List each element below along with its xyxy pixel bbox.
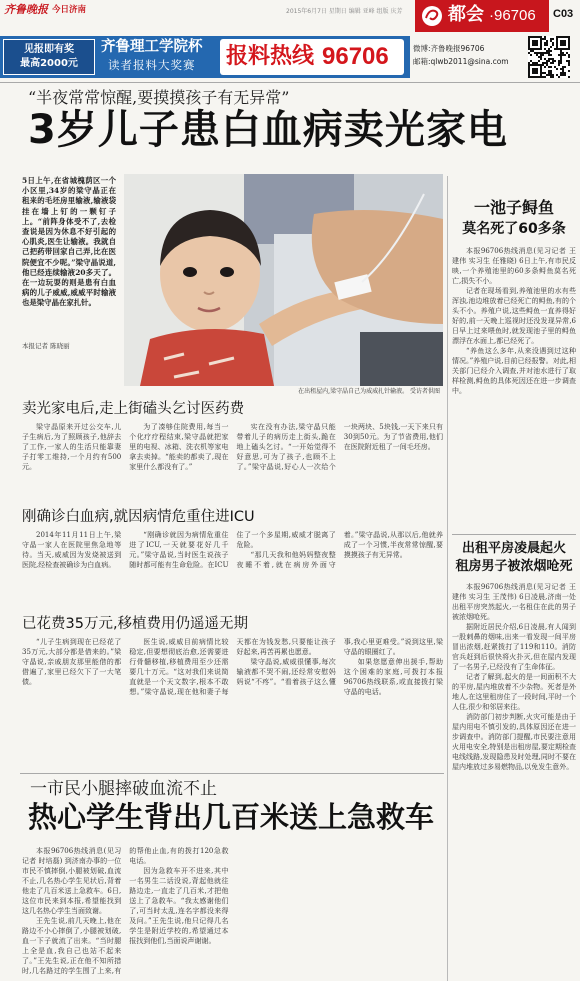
paragraph: 记者在现场看到,养殖池里的水有些浑浊,池边堆放着已经死亡的鲟鱼,有的个头不小。养殖户说,这些鲟鱼一直养得好好的,前一天晚上巡视时还没发现异常,6日早上过来喂鱼时,就发现池子里的鲟鱼漂浮在水面上,都已经死了。	[452, 287, 576, 345]
qr-module	[568, 44, 570, 46]
qr-module	[550, 70, 552, 72]
qr-module	[552, 42, 554, 44]
qr-module	[568, 54, 570, 56]
qr-module	[528, 36, 530, 38]
photo-dark-fabric	[360, 332, 443, 386]
qr-module	[546, 44, 548, 46]
qr-module	[562, 44, 564, 46]
qr-module	[542, 54, 544, 56]
email-contact: 邮箱:qlwb2011@sina.com	[413, 57, 509, 66]
qr-module	[544, 58, 546, 60]
qr-module	[534, 42, 536, 44]
qr-module	[534, 52, 536, 54]
qr-module	[528, 76, 530, 78]
qr-module	[562, 36, 564, 38]
qr-module	[538, 76, 540, 78]
photo-caption: 在出租屋内,梁守晶自己为威威扎针输液。 受访者供图	[298, 388, 440, 395]
qr-module	[562, 48, 564, 50]
qr-module	[548, 54, 550, 56]
qr-module	[534, 62, 536, 64]
newspaper-logo: 齐鲁晚报	[4, 3, 48, 16]
qr-module	[540, 54, 542, 56]
qr-module	[568, 38, 570, 40]
qr-module	[552, 62, 554, 64]
lead-photo	[124, 174, 443, 386]
qr-module	[530, 54, 532, 56]
fire-body	[452, 582, 576, 978]
contest-title: 读者报料大奖赛	[108, 58, 196, 72]
qr-module	[544, 42, 546, 44]
qr-module	[538, 36, 540, 38]
qr-module	[554, 66, 556, 68]
paragraph: 梁守晶原来开过公交车,儿子生病后,为了照顾孩子,他辞去了工作,一家人的生活只能靠妻子打零工维持,一个月约有500元。	[22, 423, 122, 471]
qr-module	[556, 46, 558, 48]
qr-module	[550, 38, 552, 40]
paragraph: 医生说,威威目前病情比较稳定,但要想彻底治愈,还需要进行骨髓移植,移植费用至少还需要几十万元。“这对我们来说简直就是一个天文数字,根本不敢想。”梁守晶说,现在他和妻子每天都在为钱发愁,只要能让孩子好起来,再苦再累也愿意。	[129, 638, 336, 696]
qr-module	[532, 42, 534, 44]
rescue-kicker: 一市民小腿摔破血流不止	[30, 779, 217, 799]
qr-module	[556, 44, 558, 46]
column-rule	[447, 176, 448, 981]
qr-module	[548, 70, 550, 72]
qr-module	[568, 64, 570, 66]
qr-module	[546, 52, 548, 54]
qr-module	[568, 42, 570, 44]
qr-module	[532, 40, 534, 42]
qr-module	[548, 72, 550, 74]
qr-module	[528, 52, 530, 54]
qr-module	[564, 40, 566, 42]
paragraph: 记者了解到,起火的是一间面积不大的平房,屋内堆放着不少杂物。死者是外地人,在这里租房住了一段时间,平时一个人住,很少和邻居来往。	[452, 673, 576, 711]
qr-module	[564, 36, 566, 38]
qr-module	[550, 40, 552, 42]
qr-module	[560, 54, 562, 56]
qr-module	[560, 72, 562, 74]
banner-divider	[0, 82, 580, 83]
qr-module	[546, 74, 548, 76]
channel-banner	[415, 0, 549, 32]
qr-module	[560, 42, 562, 44]
emblem-icon	[421, 5, 443, 27]
qr-module	[558, 48, 560, 50]
qr-module	[550, 76, 552, 78]
hotline-number: 96706	[322, 43, 389, 70]
qr-module	[546, 40, 548, 42]
qr-module	[544, 48, 546, 50]
section-heading-a: 卖光家电后,走上街磕头乞讨医药费	[22, 401, 245, 417]
qr-module	[536, 54, 538, 56]
qr-module	[534, 48, 536, 50]
qr-module	[532, 48, 534, 50]
qr-module	[560, 44, 562, 46]
qr-module	[530, 36, 532, 38]
qr-module	[544, 66, 546, 68]
qr-module	[536, 68, 538, 70]
qr-module	[530, 60, 532, 62]
rescue-headline: 热心学生背出几百米送上急救车	[28, 800, 435, 834]
qr-module	[556, 74, 558, 76]
qr-module	[542, 72, 544, 74]
qr-module	[558, 36, 560, 38]
qr-module	[554, 60, 556, 62]
cup-title: 齐鲁理工学院杯	[101, 39, 203, 55]
qr-module	[536, 76, 538, 78]
qr-module	[552, 58, 554, 60]
qr-module	[560, 50, 562, 52]
qr-module	[540, 48, 542, 50]
qr-module	[566, 52, 568, 54]
sturgeon-headline-line2: 莫名死了60多条	[462, 221, 566, 237]
qr-module	[560, 74, 562, 76]
paragraph: 本报96706热线消息(见习记者 王建伟 实习生 任雅晓) 6日上午,有市民反映,一个养殖池里的60多条鲟鱼莫名死亡,损失不小。	[452, 247, 576, 285]
qr-module	[562, 40, 564, 42]
qr-module	[528, 66, 530, 68]
qr-module	[540, 38, 542, 40]
qr-module	[556, 36, 558, 38]
qr-module	[540, 68, 542, 70]
qr-module	[548, 58, 550, 60]
qr-module	[530, 64, 532, 66]
qr-module	[532, 76, 534, 78]
qr-module	[568, 46, 570, 48]
paragraph: 消防部门初步判断,火灾可能是由于屋内用电不慎引发的,具体原因还在进一步调查中。消防部门提醒,市民要注意用火用电安全,特别是出租房屋,要定期检查电线线路,发现隐患及时处理,同时不要在屋内堆放过多易燃物品,以免发生意外。	[452, 713, 576, 771]
qr-module	[542, 38, 544, 40]
weibo-contact: 微博:齐鲁晚报96706	[413, 44, 485, 53]
fire-headline-line1: 出租平房凌晨起火	[461, 541, 566, 556]
sturgeon-body	[452, 246, 576, 528]
qr-module	[540, 40, 542, 42]
qr-module	[536, 52, 538, 54]
qr-module	[534, 72, 536, 74]
qr-module	[568, 40, 570, 42]
section-heading-b: 刚确诊白血病,就因病情危重住进ICU	[22, 509, 255, 525]
paragraph: 据附近居民介绍,6日凌晨,有人闻到一股刺鼻的烟味,出来一看发现一间平房冒出浓烟,赶紧拨打了119和110。消防官兵赶到后很快将火扑灭,但在屋内发现了一名男子,已经没有了生命体征。	[452, 623, 576, 671]
paragraph: 为了凑够住院费用,每当一个化疗疗程结束,梁守晶就把家里的电视、冰箱、洗衣机等家电拿去卖掉。“能卖的都卖了,现在家里什么都没有了。”	[129, 423, 229, 471]
qr-module	[540, 42, 542, 44]
qr-module	[532, 62, 534, 64]
qr-module	[546, 64, 548, 66]
qr-module	[550, 66, 552, 68]
qr-module	[528, 68, 530, 70]
qr-module	[552, 60, 554, 62]
qr-module	[552, 74, 554, 76]
paragraph: 2014年11月11日上午,梁守晶一家人在医院里焦急地等待。当天,威威因为发烧被送到医院,经检查被确诊为白血病。	[22, 531, 122, 569]
qr-module	[546, 42, 548, 44]
paragraph: 本报96706热线消息(见习记者 时培磊) 到济南办事的一位市民不慎摔倒,小腿被划破,血流不止,几名热心学生见状后,背着他走了几百米送上急救车。6日,这位市民来到本报,希望能找到这几名热心学生当面致谢。	[22, 847, 122, 915]
qr-module	[564, 42, 566, 44]
lead-kicker: “半夜常常惊醒,要摸摸孩子有无异常”	[28, 88, 290, 107]
qr-module	[546, 62, 548, 64]
qr-module	[536, 40, 538, 42]
paragraph: 梁守晶说,威威很懂事,每次输液都不哭不闹,还经常安慰妈妈说“不疼”。“看着孩子这么懂事,我心里更难受。”说到这里,梁守晶的眼圈红了。	[236, 638, 443, 686]
child-shirt	[140, 329, 274, 386]
qr-module	[560, 68, 562, 70]
paragraph: 实在没有办法,梁守晶只能带着儿子的病历走上街头,跪在地上磕头乞讨。“一开始觉得不好意思,可为了孩子,也顾不上了。”梁守晶说,好心人一次给个一块两块、5块钱,一天下来只有30到50元。为了节省费用,他们在医院附近租了一间毛坯房。	[236, 423, 443, 471]
qr-module	[562, 66, 564, 68]
paragraph: 本报96706热线消息(见习记者 王建伟 实习生 王茂伟) 6日凌晨,济南一处出租平房突然起火,一名租住在此的男子被浓烟呛死。	[452, 583, 576, 621]
paragraph: “养鱼这么多年,从来没遇到过这种情况。”养殖户说,目前已经报警。对此,相关部门已经介入调查,并对池水进行了取样检测,鲟鱼的具体死因还在进一步调查中。	[452, 347, 576, 395]
qr-module	[536, 70, 538, 72]
qr-module	[562, 42, 564, 44]
qr-module	[560, 56, 562, 58]
qr-module	[558, 64, 560, 66]
qr-module	[536, 36, 538, 38]
qr-module	[550, 62, 552, 64]
qr-module	[564, 74, 566, 76]
qr-module	[544, 44, 546, 46]
qr-module	[528, 72, 530, 74]
prize-line-2: 最高2000元	[20, 58, 78, 69]
qr-module	[548, 48, 550, 50]
qr-module	[566, 36, 568, 38]
qr-module	[534, 40, 536, 42]
qr-module	[528, 70, 530, 72]
emblem-circle	[422, 6, 442, 26]
qr-module	[546, 60, 548, 62]
qr-module	[550, 50, 552, 52]
qr-module	[536, 72, 538, 74]
qr-module	[562, 54, 564, 56]
qr-module	[528, 48, 530, 50]
qr-module	[558, 62, 560, 64]
section-name: 今日济南	[52, 5, 87, 15]
qr-module	[532, 70, 534, 72]
qr-module	[530, 50, 532, 52]
qr-module	[556, 38, 558, 40]
qr-module	[560, 60, 562, 62]
qr-module	[568, 60, 570, 62]
qr-module	[548, 50, 550, 52]
qr-module	[538, 64, 540, 66]
qr-module	[538, 52, 540, 54]
qr-module	[562, 72, 564, 74]
qr-module	[568, 70, 570, 72]
qr-module	[542, 62, 544, 64]
qr-module	[564, 72, 566, 74]
qr-module	[532, 64, 534, 66]
qr-module	[554, 48, 556, 50]
qr-module	[536, 62, 538, 64]
qr-module	[540, 52, 542, 54]
qr-module	[550, 46, 552, 48]
qr-module	[562, 52, 564, 54]
qr-module	[540, 74, 542, 76]
qr-module	[568, 48, 570, 50]
section-body-a	[22, 422, 443, 502]
qr-module	[540, 56, 542, 58]
qr-module	[544, 72, 546, 74]
qr-module	[562, 74, 564, 76]
section-body-b	[22, 530, 443, 610]
qr-module	[560, 48, 562, 50]
qr-module	[560, 40, 562, 42]
qr-module	[528, 38, 530, 40]
qr-module	[544, 38, 546, 40]
qr-module	[562, 70, 564, 72]
qr-module	[540, 70, 542, 72]
lead-intro: 5日上午,在省城槐荫区一个小区里,34岁的梁守晶正在租来的毛坯房里输液,输液袋挂在墙上钉的一颗钉子上。“前阵身体受不了,去检查说是因为休息不好引起的心肌炎,医生让输液。我就自己把药带回家自己弄,比在医院便宜不少呢。”梁守晶说道,他已经连续输液20多天了。在一边玩耍的则是患有白血病的儿子威威,威威平时输液也是梁守晶在家扎针。	[22, 176, 116, 308]
qr-module	[564, 66, 566, 68]
qr-module	[536, 42, 538, 44]
qr-module	[540, 66, 542, 68]
qr-module	[532, 72, 534, 74]
qr-module	[532, 44, 534, 46]
fire-headline-line2: 租房男子被浓烟呛死	[455, 559, 573, 574]
qr-module	[552, 76, 554, 78]
qr-module	[550, 74, 552, 76]
story-divider	[20, 773, 444, 774]
qr-module	[548, 74, 550, 76]
qr-module	[534, 68, 536, 70]
dateline: 2015年6月7日 星期日 编辑 亚峰 组版 庆芳	[286, 8, 403, 15]
section-heading-c: 已花费35万元,移植费用仍遥遥无期	[22, 616, 249, 632]
qr-module	[544, 52, 546, 54]
lead-byline: 本报记者 陈晓丽	[22, 342, 70, 350]
qr-module	[540, 44, 542, 46]
qr-module	[530, 76, 532, 78]
qr-module	[528, 46, 530, 48]
qr-module	[558, 54, 560, 56]
qr-module	[560, 62, 562, 64]
qr-module	[528, 44, 530, 46]
qr-module	[540, 46, 542, 48]
qr-module	[544, 62, 546, 64]
qr-module	[534, 64, 536, 66]
qr-module	[544, 76, 546, 78]
qr-module	[542, 52, 544, 54]
qr-module	[560, 36, 562, 38]
qr-module	[540, 58, 542, 60]
qr-module	[566, 48, 568, 50]
channel-name: 都会	[448, 4, 484, 25]
qr-module	[568, 56, 570, 58]
qr-module	[556, 68, 558, 70]
hotline-label: 报料热线	[226, 44, 315, 69]
qr-module	[540, 36, 542, 38]
qr-module	[566, 60, 568, 62]
hotline-banner	[0, 36, 410, 78]
hotline-panel	[220, 39, 404, 75]
paragraph: “刚确诊就因为病情危重住进了ICU,一天就要花好几千元。”梁守晶说,当时医生说孩子随时都可能有生命危险。在ICU住了一个多星期,威威才脱离了危险。	[129, 531, 336, 569]
qr-module	[542, 64, 544, 66]
qr-module	[532, 36, 534, 38]
qr-module	[558, 60, 560, 62]
qr-code	[528, 36, 570, 78]
sturgeon-headline-line1: 一池子鲟鱼	[473, 198, 554, 217]
qr-module	[528, 42, 530, 44]
qr-module	[534, 70, 536, 72]
qr-module	[534, 36, 536, 38]
qr-module	[536, 64, 538, 66]
paragraph: 王先生说,前几天晚上,他在路边不小心摔倒了,小腿被划破,血一下子就流了出来。“当时腿上全是血,我自己也站不起来了。”王先生说,正在他不知所措时,几名路过的学生围了上来,有的帮他止血,有的拨打120急救电话。	[22, 847, 229, 975]
qr-module	[548, 66, 550, 68]
qr-module	[534, 76, 536, 78]
sidebar-divider	[452, 534, 576, 535]
channel-hotline: ·96706	[489, 7, 536, 24]
qr-module	[538, 60, 540, 62]
qr-module	[540, 76, 542, 78]
qr-module	[552, 44, 554, 46]
qr-module	[550, 54, 552, 56]
qr-module	[532, 68, 534, 70]
qr-module	[560, 58, 562, 60]
qr-module	[532, 50, 534, 52]
qr-module	[552, 38, 554, 40]
section-body-c	[22, 637, 443, 767]
qr-module	[528, 64, 530, 66]
qr-module	[528, 74, 530, 76]
qr-module	[568, 62, 570, 64]
qr-module	[544, 36, 546, 38]
lead-headline: 3岁儿子患白血病卖光家电	[28, 107, 508, 153]
qr-module	[564, 44, 566, 46]
qr-module	[540, 72, 542, 74]
qr-module	[568, 76, 570, 78]
qr-module	[556, 40, 558, 42]
paragraph: “那几天我和他妈妈整夜整夜睡不着,就在病房外面守着。”梁守晶说,从那以后,他就养成了一个习惯,半夜常常惊醒,要摸摸孩子有无异常。	[236, 531, 443, 569]
paragraph: “儿子生病到现在已经花了35万元,大部分都是借来的。”梁守晶说,亲戚朋友那里能借的都借遍了,家里已经欠下了一大笔债。	[22, 638, 122, 686]
paragraph: 因为急救车开不进来,其中一名男生二话没说,背起他就往路边走,一直走了几百米,才把他送上了急救车。“我太感谢他们了,可当时太乱,连名字都没来得及问。”王先生说,他只记得几名学生是附近学校的,希望通过本报找到他们,当面说声谢谢。	[129, 867, 229, 945]
qr-module	[530, 48, 532, 50]
qr-module	[536, 44, 538, 46]
prize-line-1: 见报即有奖	[24, 44, 74, 55]
qr-module	[536, 48, 538, 50]
qr-module	[556, 42, 558, 44]
qr-module	[538, 56, 540, 58]
qr-module	[564, 54, 566, 56]
qr-module	[548, 60, 550, 62]
qr-module	[562, 68, 564, 70]
qr-module	[538, 48, 540, 50]
page-number: C03	[553, 8, 574, 20]
qr-module	[528, 40, 530, 42]
qr-module	[546, 50, 548, 52]
qr-module	[534, 44, 536, 46]
rescue-body	[22, 846, 443, 978]
qr-module	[564, 48, 566, 50]
child-right-eye	[220, 267, 234, 277]
qr-module	[556, 48, 558, 50]
qr-module	[558, 76, 560, 78]
qr-module	[550, 58, 552, 60]
prize-box	[3, 39, 95, 75]
qr-module	[550, 72, 552, 74]
paragraph: 如果您愿意伸出援手,帮助这个困难的家庭,可拨打本报96706热线联系,或直接拨打梁守晶的电话。	[343, 658, 443, 696]
qr-module	[540, 64, 542, 66]
qr-module	[542, 76, 544, 78]
qr-module	[560, 52, 562, 54]
qr-module	[528, 62, 530, 64]
child-left-eye	[183, 267, 197, 277]
qr-module	[568, 36, 570, 38]
qr-module	[548, 52, 550, 54]
